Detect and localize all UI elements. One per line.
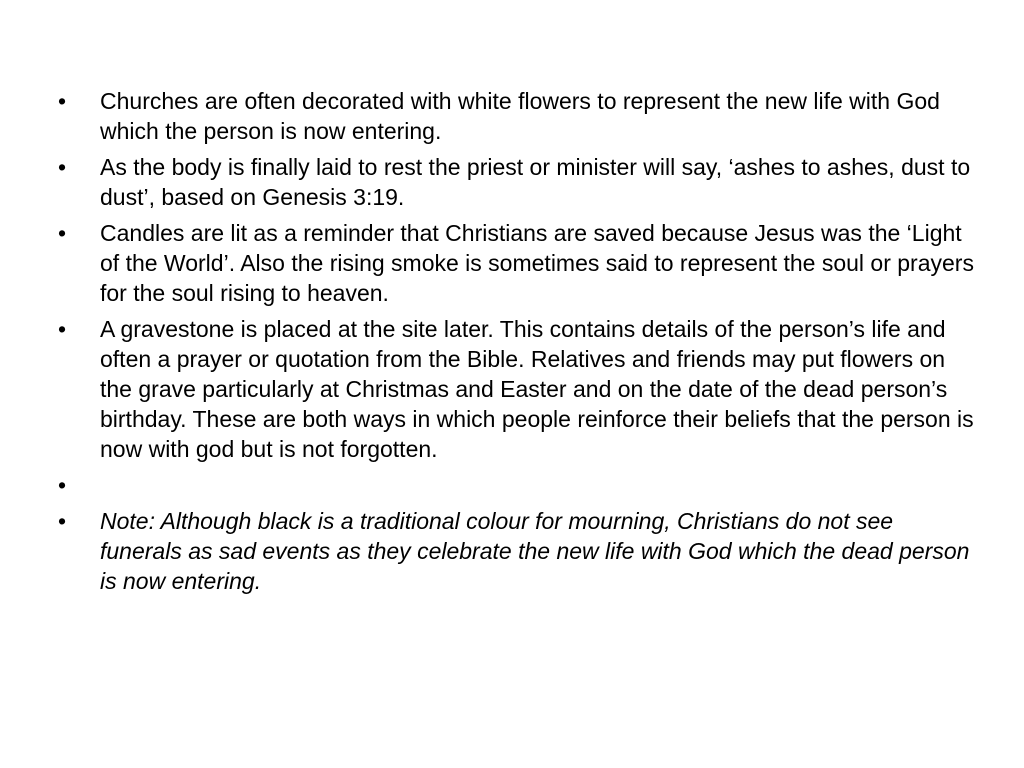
bullet-text: Candles are lit as a reminder that Christians are saved because Jesus was the ‘Light of the World’. Also the rising smoke is sometimes said to represent the soul or prayers for the soul rising to heaven.	[100, 220, 974, 306]
bullet-list	[58, 86, 978, 602]
bullet-icon: •	[58, 472, 67, 498]
bullet-item-flowers	[58, 86, 978, 146]
bullet-icon: •	[58, 154, 67, 180]
bullet-icon: •	[58, 88, 67, 114]
bullet-item-ashes	[58, 152, 978, 212]
bullet-item-empty	[58, 470, 978, 500]
bullet-icon: •	[58, 316, 67, 342]
bullet-text: Churches are often decorated with white flowers to represent the new life with God which the person is now entering.	[100, 88, 940, 144]
bullet-text: A gravestone is placed at the site later. This contains details of the person’s life and often a prayer or quotation from the Bible. Relatives and friends may put flowers on the grave particularly at Christmas and Easter and on the date of the dead person’s birthday. These are both ways in which people reinforce their beliefs that the person is now with god but is not forgotten.	[100, 316, 974, 462]
bullet-icon: •	[58, 220, 67, 246]
bullet-item-note	[58, 506, 978, 596]
bullet-text-note: Note: Although black is a traditional colour for mourning, Christians do not see funerals as sad events as they celebrate the new life with God which the dead person is now entering.	[100, 508, 970, 594]
bullet-text: As the body is finally laid to rest the priest or minister will say, ‘ashes to ashes, dust to dust’, based on Genesis 3:19.	[100, 154, 971, 210]
bullet-icon: •	[58, 508, 67, 534]
bullet-item-gravestone	[58, 314, 978, 464]
bullet-item-candles	[58, 218, 978, 308]
